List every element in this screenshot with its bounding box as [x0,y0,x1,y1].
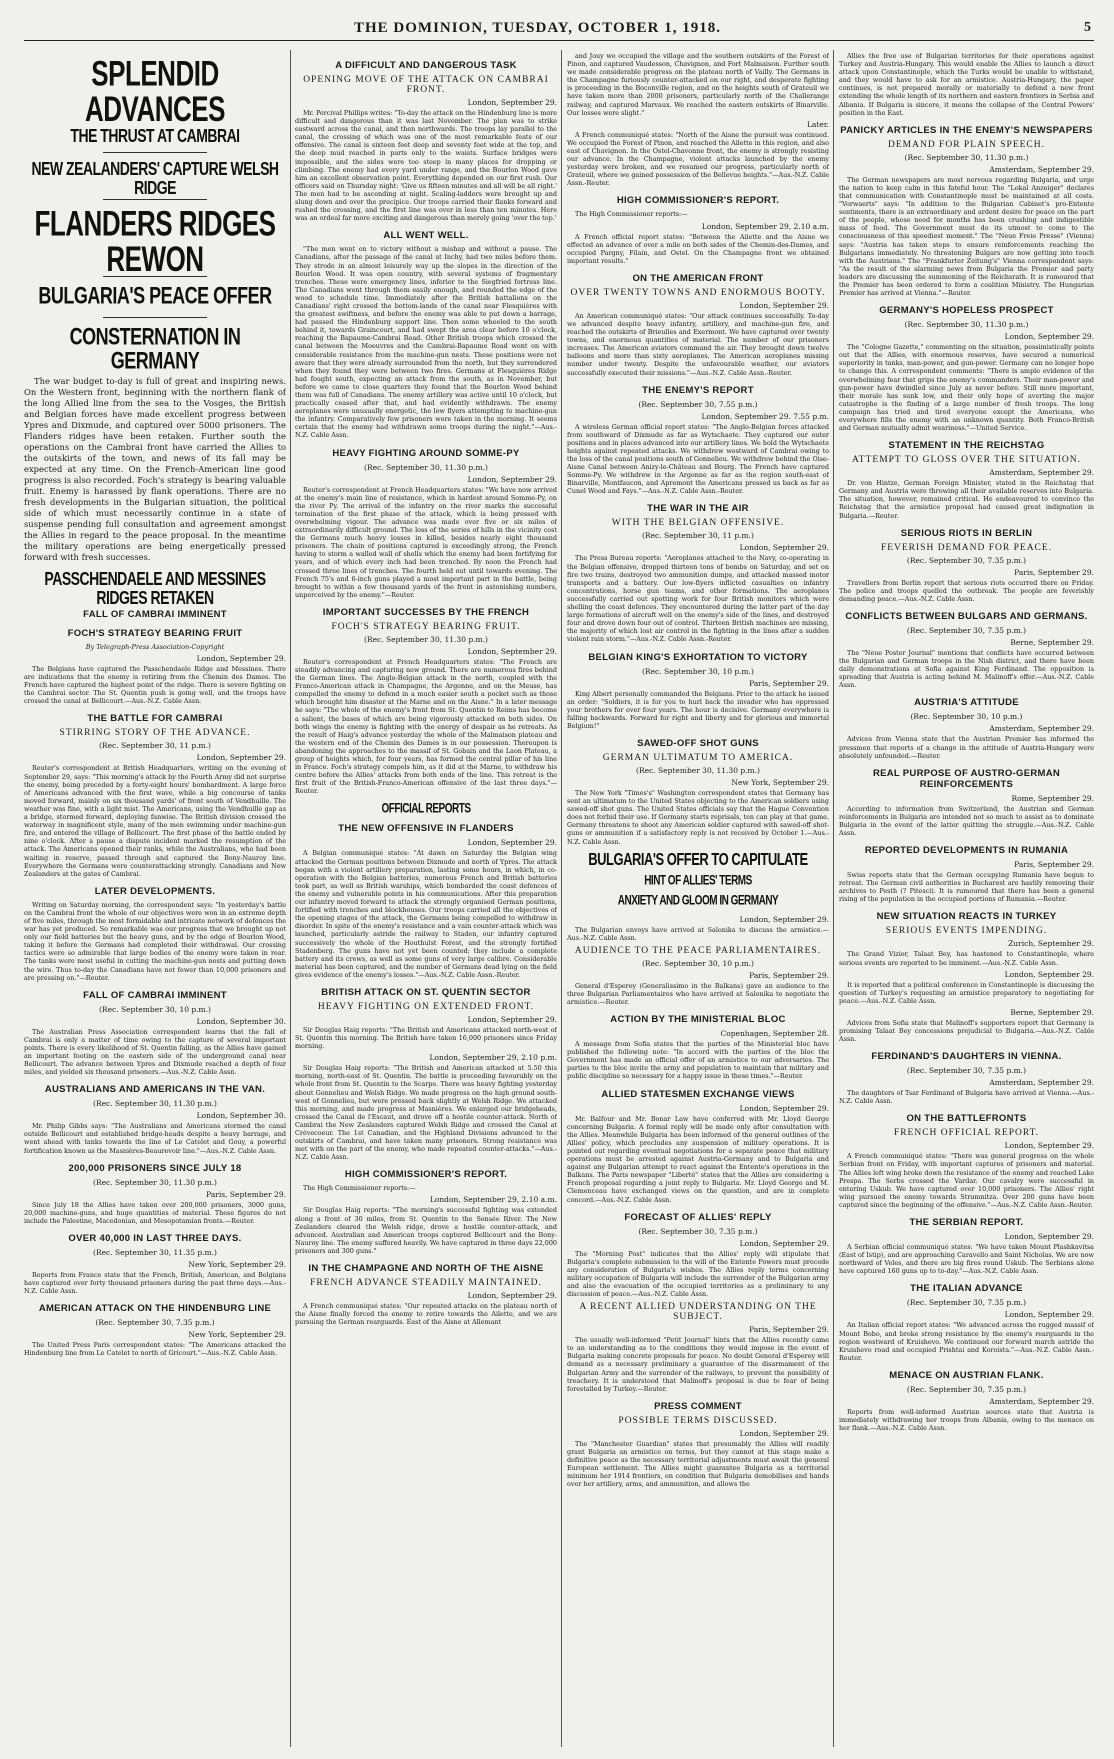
dateline: London, September 29. [196,753,286,763]
received-time: (Rec. September 30, 10 p.m.) [99,1004,211,1014]
column-2 [295,52,557,1747]
subheading: ATTEMPT TO GLOSS OVER THE SITUATION. [851,455,1081,466]
received-time: (Rec. September 30, 11.30 p.m.) [904,320,1029,330]
article-text: Mr. Percival Phillips writes: "To-day the attack on the Hindenburg line is more difficult and dangerous than it was last November. The plan was to strike eastward across the canal, and then northwards. The troops lay parallel to the canal, the crossing of which was one of the most remarkable feats of our offensive. The canal is sixteen feet deep and seventy feet wide at the top, and the deep mud reached in parts only to the waists. Surface bridges were impossible, and the sides were too steep in many places for dropping or climbing. The enemy had every yard under range, and the Bourlon Wood gave him an excellent observation point. Everything depended on our first rush. Our officers said on Thursday night: 'Give us fifteen minutes and all will be all right.' The men had to be ascending at night. Scaling-ladders were brought up and slung down and over the precipice. Our troops carried their flanks forward and rushed the crossing, and the first line was over in less than ten minutes. Here was an ordeal far more exciting and dangerous than merely going 'over the top.' [295,109,557,223]
subheading: OVER TWENTY TOWNS AND ENORMOUS BOOTY. [570,287,826,298]
subheading: STATEMENT IN THE REICHSTAG [888,440,1045,452]
article-text: The High Commissioner reports:— [303,1184,416,1193]
column-4 [839,52,1094,1747]
received-time: (Rec. September 30, 11.30 p.m.) [93,1177,217,1187]
received-time: (Rec. September 30, 7.35 p.m.) [906,625,1027,635]
received-time: (Rec. September 30, 7.35 p.m.) [906,1384,1027,1394]
dateline: London, September 29. 7.55 p.m. [701,411,829,421]
subheading: OPENING MOVE OF THE ATTACK ON CAMBRAI FRONT. [303,75,549,95]
subheading: ON THE AMERICAN FRONT [632,272,764,284]
subheading: PRESS COMMENT [654,1400,742,1412]
article-text: Mr. Philip Gibbs says: "The Australians and Americans stormed the canal outside Bellicourt and established bridge-heads despite a heavy barrage, and went ahead with tanks towards the line of Le Catelet and Gouy, a powerful fortification known as the Masnières-Beaurevoir line."—Aus.-N.Z. Cable Assn. [24,1122,286,1155]
subheading: FEVERISH DEMAND FOR PEACE. [880,542,1053,553]
received-time: (Rec. September 30, 7.35 p.m.) [95,1318,215,1328]
headline-deck: THE THRUST AT CAMBRAI [70,124,240,147]
dateline: London, September 29. [467,474,557,484]
article-text: The Press Bureau reports: "Aeroplanes attached to the Navy, co-operating in the Belgian offensive, dropped thirteen tons of bombs on Saturday, and set on fire two trains, destroyed two ammunition dumps, and attacked massed motor transports and a battery. Our low-flyers inflicted casualties on infantry concentrations, horse gun teams, and other formations. The aeroplanes successfully carried out spotting work for four British monitors which were shelling the coast defences. They encountered during the latter part of the day large formations of aircraft well on the enemy's side of the lines, and destroyed four and drove down four out of control. Thirteen British machines are missing, the majority of which lost air control in the fighting in the lines after a sudden violent rain storm."—Aus.-N.Z. Cable Assn.-Reuter. [567,554,829,644]
article-text: A Serbian official communiqué states: "We have taken Mount Plashkavitsa (East of Istip), and are approaching Caravello and Saint Nicholas. We are now northward of Veles, and there are big fires round Uskub. The Serbians alone have captured 160 guns up to to-day."—Aus.-N.Z. Cable Assn. [839,1243,1094,1276]
article-text: and Jouy we occupied the village and the southern outskirts of the Forest of Pinon, and captured Vaudesson, Chavignon, and Fort Malmaison. Further south we made considerable progress on the plateau north of Vailly. The Germans in the Champagne furiously counter-attacked on our right, and desperate fighting is proceeding in the Boconville region, and on the heights south of Grateuil we have taken more than 2000 prisoners, particularly north of the Challerange railway, and captured Marvaux. We reached the eastern outskirts of Binarville. Our losses were slight." [567,52,829,117]
dateline: London, September 29. [467,646,557,656]
article-text: Mr. Balfour and Mr. Bonar Law have conferred with Mr. Lloyd George concerning Bulgaria. A formal reply will be made only after consultation with the Allies. Meanwhile Bulgaria has been informed of the general outlines of the Allies' policy, which precludes any suspension of military operations. It is pointed out regarding eventual negotiations for a separate peace that military operations must be arrested against Austria-Germany and to Bulgaria and against any Bulgarian attempt to react against the Entente's operations in the Balkans. The Paris newspaper "Liberté" states that the Allies are considering a French proposal regarding a joint reply to Bulgaria. Mr. Lloyd George and M. Clemenceau have exchanged views on the question, and are in complete concord.—Aus.-N.Z. Cable Assn. [567,1114,829,1204]
dateline: Paris, September 29. [749,1325,829,1335]
article-text: General d'Esperey (Generalissimo in the Balkans) gave an audience to the three Bulgarian Parliamentaires who have arrived at Salonika to negotiate the armistice.—Reuter. [567,981,829,1006]
dateline: New York, September 29. [188,1330,286,1340]
column-1 [24,52,286,1747]
subheading: HIGH COMMISSIONER'S REPORT. [616,195,780,207]
received-time: (Rec. September 30, 11.30 p.m.) [904,152,1029,162]
article-text: Advices from Vienna state that the Austrian Premier has informed the pressmen that reports of a change in the attitude of Austria-Hungary were absolutely unfounded.—Reuter. [839,735,1094,760]
dateline: Rome, September 29. [1011,793,1094,803]
article-text: Sir Douglas Haig reports: "The British and American attacked at 5.50 this morning, north-east of St. Quentin. The battle is proceeding favourably on the whole front from St. Quentin to the Scarpe. There was heavy fighting yesterday about Gonnelieu and Welsh Ridge. We made progress on the high ground south-west of Gonnelieu, but were pressed back slightly at Welsh Ridge. We attacked this morning, and made progress at Masnières. We enlarged our bridgeheads, crossed the Canal de l'Escaut, and drove off a hostile counter-attack. North of Cambrai the New Zealanders captured Welsh Ridge and crossed the Canal at Crèvecoeur. The 1st Canadian, and the Highland Divisions advanced to the outskirts of Cambrai, and have taken many prisoners. Strong resistance was met with on the part of the enemy, who made repeated counter-attacks."—Aus.-N.Z. Cable Assn. [295,1064,557,1162]
headline-deck: BULGARIA'S PEACE OFFER [38,281,272,309]
subheading: THE WAR IN THE AIR [647,503,749,515]
lead-paragraph: The war budget to-day is full of great and inspiring news. On the Western front, beginning with the northern flank of the long Allied line from the sea to the Vosges, the British and Belgian forces have made excellent progress between Ypres and Dixmude, and captured over 5000 prisoners. The Flanders ridges have been retaken. Further south the operations on the Cambrai front have carried the Allies to the outskirts of the town, and news of its fall may be expected at any time. On the French-American line good progress is also recorded. Foch's strategy is bearing valuable fruit. Enemy is harassed by flank operations. There are no fresh developments in the Bulgarian situation, the political side of which must necessarily continue in a state of suspense pending full consultation and agreement amongst the Allies in regard to the peace proposal. In the meantime the military operations are being energetically pressed forward with fresh successes. [24,376,286,562]
subheading: REPORTED DEVELOPMENTS IN RUMANIA [864,845,1069,857]
subheading: FORECAST OF ALLIES' REPLY [624,1211,772,1223]
article-text: A French communiqué states: "There was general progress on the whole Serbian front on Friday, with important captures of prisoners and material. The Allies left wing broke down the resistance of the enemy and reached Lake Prespa. The Serbs crossed the Vardar. Our cavalry were successful in entering Uskub. We have captured over 10,000 prisoners. The Allies' right wing pursued the enemy towards Strumnitza. Over 200 guns have been captured since the beginning of the offensive."—Aus.-N.Z. Cable Assn.-Reuter. [839,1152,1094,1209]
subheading: LATER DEVELOPMENTS. [94,885,216,897]
dateline: London, September 29. [467,98,557,107]
column-rule [561,50,562,1747]
dateline: London, September 29. [739,1428,829,1438]
dateline: Paris, September 29. [749,970,829,980]
subheading: FRENCH OFFICIAL REPORT. [893,1128,1040,1139]
section-headline: OFFICIAL REPORTS [381,802,471,817]
received-time: (Rec. September 30, 11.30 p.m.) [364,634,488,644]
main-headline: SPLENDID ADVANCES [85,53,225,129]
newspaper-title: THE DOMINION, TUESDAY, OCTOBER 1, 1918. [354,20,721,36]
received-time: (Rec. September 30, 10 p.m.) [910,712,1023,722]
article-text: The United Press Paris correspondent states: "The Americans attacked the Hindenburg line from Le Catelet to north of Gricourt."—Aus.-N.Z. Cable Assn. [24,1341,286,1358]
article-text: The Australian Press Association correspondent learns that the fall of Cambrai is only a matter of time owing to the capture of several important points. There is every likelihood of St. Quentin falling, as the Allies have gained an important footing on the eastern side of the underground canal near Bellicourt. The advance between Ypres and Dixmude reached a depth of four miles, and yielded six thousand prisoners.—Aus.-N.Z. Cable Assn. [24,1027,286,1077]
dateline: Berne, September 29. [1010,637,1094,647]
subheading: THE BATTLE FOR CAMBRAI [87,713,223,725]
headline-deck: NEW ZEALANDERS' CAPTURE WELSH RIDGE [31,157,279,199]
dateline: London, September 30. [196,1016,286,1026]
subheading: MENACE ON AUSTRIAN FLANK. [889,1369,1044,1381]
column-rule [290,50,291,1747]
subheading: NEW SITUATION REACTS IN TURKEY [876,911,1057,923]
subheading: ALLIED STATESMEN EXCHANGE VIEWS [601,1088,795,1100]
subheading: FRENCH ADVANCE STEADILY MAINTAINED. [310,1278,542,1289]
article-text: The daughters of Tsar Ferdinand of Bulgaria have arrived at Vienna.—Aus.-N.Z. Cable Assn. [839,1089,1094,1106]
subheading: POSSIBLE TERMS DISCUSSED. [618,1415,778,1426]
article-text: Advices from Sofia state that Malinoff's supporters report that Germany is promising Talaat Bey concessions prejudicial to Bulgaria.—Aus.-N.Z. Cable Assn. [839,1018,1094,1044]
dateline: London, September 29. [196,654,286,663]
dateline: London, September 29, 2.10 a.m. [429,1195,557,1205]
subheading: GERMANY'S HOPELESS PROSPECT [879,305,1054,317]
received-time: (Rec. September 30, 11.30 p.m.) [364,462,488,472]
article-text: The "Cologne Gazette," commenting on the situation, pessimistically points out that the Allies, with enormous reserves, have secured a numerical superiority in tanks, man-power, and gun-power. Germany can no longer hope to change this. A correspondent comments: "There is ample evidence of the overwhelming fear that grips the enemy's commanders. Their man-power and gun-power have dwindled since July as never before. Still more important, their morale has sunk low, and their only hope of averting the major catastrophe is the finding of a large number of fresh troops. The long campaign has tried and tired everyone except the Americans, who everywhere fills the enemy with an unknown quantity. Both Franco-British and German mutually admit weariness."—United Service. [839,343,1094,433]
subheading: THE SERBIAN REPORT. [909,1217,1024,1229]
subheading: DEMAND FOR PLAIN SPEECH. [887,139,1045,150]
article-text: Since July 18 the Allies have taken over 200,000 prisoners, 3000 guns, 20,000 machine-guns, and huge quantities of material. These figures do not include the Palestine, Macedonian, and Mesopotamian fronts.—Reuter. [24,1200,286,1225]
divider [103,199,208,200]
dateline: London, September 29. [739,300,829,310]
subheading: FALL OF CAMBRAI IMMINENT [83,989,227,1001]
dateline: London, September 29. [1004,1232,1094,1242]
dateline: Paris, September 29. [1014,567,1094,577]
dateline: New York, September 29. [731,777,829,787]
received-time: (Rec. September 30, 7.55 p.m.) [638,399,758,409]
dateline: London, September 29. [1004,1141,1094,1151]
subheading: REAL PURPOSE OF AUSTRO-GERMAN REINFORCEMENTS [872,767,1061,790]
article-text: Allies the free use of Bulgarian territories for their operations against Turkey and Austria-Hungary. This would enable the Allies to launch a direct attack upon Constantinople, which the Turks would be unable to withstand, and they would have to ask for an armistice. Austria-Hungary, the paper continues, is not prepared morally or materially to defend a new front extending the whole length of its northern and eastern frontiers in Serbia and Albania. If Bulgaria is sincere, it means the collapse of the Central Powers' position in the East. [839,52,1094,117]
page-number: 5 [1084,20,1092,35]
article-text: Reuter's correspondent at French Headquarters states: "We have now arrived at the enemy's main line of resistance, which in hardest around Somme-Py, on the river Py. The arrival of the infantry on the river marks the successful termination of the first phase of the attack, which is being pressed with overwhelming vigour. The advance was made over five or six miles of extraordinarily difficult ground. The loss of the series of hills in the vicinity cost the Germans much heavy losses in killed, besides nearly eight thousand prisoners. The chain of positions captured is exceedingly strong, the French having to storm a walled wall of shells which the enemy had been fortifying for years, and of which every inch had been trenched. By noon the French had crossed three lines of trenches. The fourth held out until towards evening. The French 75's and 6-inch guns played a most important part in the battle, being brought to within a few thousand yards of the front in astonishing numbers, unperceived by the enemy."—Reuter. [295,485,557,599]
article-text: A wireless German official report states: "The Anglo-Belgian forces attacked from southward of Dixmude as far as Wytschaete. They captured our outer positions and in places advanced into our artillery lines. We hold the Wytschaete heights against repeated attacks. We withdrew westward of Cambrai owing to the loss of the canal positions south of Gonnelieu. We withdrew behind the Oise-Aisne Canal between Anizy-le-Château and Bourg. The French have captured Somme-Py. We withdrew in the Argonne as far as the region south-east of Binarville, Montfaucon, and Apremont the Americans pressed us back as far as Cunel Wood and Fays."—Aus.-N.Z. Cable Assn.-Reuter. [567,422,829,496]
subheading: THE ENEMY'S REPORT [642,384,754,396]
article-text: Travellers from Berlin report that serious riots occurred there on Friday. The police and troops quelled the outbreak. The people are feverishly demanding peace.—Aus.-N.Z. Cable Assn. [839,578,1094,603]
article-text: King Albert personally commanded the Belgians. Prior to the attack he issued an order: "Soldiers, it is for you to hurl back the invader who has oppressed your brothers for over four years. The hour is decisive. Germany everywhere is falling backwards. Forward for right and liberty and for glorious and immortal Belgium!" [567,689,829,730]
masthead [24,22,1094,41]
article-text: The Grand Vizier, Talaat Bey, has hastened to Constantinople, where serious events are reported to be imminent.—Aus.-N.Z. Cable Assn. [839,950,1094,967]
dateline: London, September 29. [467,838,557,848]
subheading: HEAVY FIGHTING ON EXTENDED FRONT. [317,1001,535,1012]
article-text: The usually well-informed "Petit Journal" hints that the Allies recently came to an understanding as to the conditions they would impose in the event of Bulgaria making concrete proposals for peace. No doubt General d'Esperey will demand as a necessary preliminary a guarantee of the disarmament of the Bulgarian Army and the surrender of the railways, to prevent the possibility of treachery. It is understood that Malinoff's proposal is due to fear of being forestalled by Turkey.—Reuter. [567,1336,829,1393]
subheading: THE ITALIAN ADVANCE [910,1283,1023,1295]
dateline: London, September 29, 2.10 a.m. [701,221,829,231]
dateline: London, September 29. [467,1291,557,1301]
subheading: FOCH'S STRATEGY BEARING FRUIT [67,628,243,639]
headline-deck: HINT OF ALLIES' TERMS [644,873,752,889]
received-time: (Rec. September 30, 11.30 p.m.) [636,765,760,775]
article-text: Dr. von Hintze, German Foreign Minister, stated in the Reichstag that Germany and Austria were throwing all their available reserves into Bulgaria. The situation, however, remained critical. He endeavoured to convince the Reichstag that the armistice proposal had caused great indignation in Bulgaria.—Reuter. [839,479,1094,520]
subheading: BELGIAN KING'S EXHORTATION TO VICTORY [588,651,808,663]
article-text: An Italian official report states: "We advanced across the rugged massif of Mount Bobo, and broke strong resistance by the enemy's rearguards in the region westward of Kruishevo. We continued our forward march astride the Kruishevo road and occupied Prishtai and Koroista."—Aus.-N.Z. Cable Assn.-Reuter. [839,1321,1094,1362]
subheading: STIRRING STORY OF THE ADVANCE. [59,728,251,739]
dateline: Zurich, September 29. [1008,939,1094,949]
article-text: An American communiqué states: "Our attack continues successfully. To-day we advanced despite heavy infantry, artillery, and machine-gun fire, and reached the outskirts of Brieulles and Exermont. We have captured over twenty towns, and enormous quantities of material. The number of our prisoners increases. The American aviators command the air. They brought down twelve balloons and more than sixty aeroplanes. The American aeroplanes missing number under twenty. Despite the unfavourable weather, our aviators successfully executed their missions."—Aus.-N.Z. Cable Assn.-Reuter. [567,311,829,377]
subheading: ALL WENT WELL. [383,230,469,242]
subheading: FOCH'S STRATEGY BEARING FRUIT. [331,621,521,632]
received-time: (Rec. September 30, 11 p.m.) [642,531,754,541]
received-time: (Rec. September 30, 7.35 p.m.) [906,555,1027,565]
headline-deck: CONSTERNATION IN GERMANY [69,322,241,374]
article-text: A French communiqué states: "Our repeated attacks on the plateau north of the Aisne finally forced the enemy to retire towards the Ailette, and we are pursuing the German rearguards. East of the Aisne at Allemant [295,1302,557,1327]
subheading: BRITISH ATTACK ON ST. QUENTIN SECTOR [321,986,531,998]
subheading: A RECENT ALLIED UNDERSTANDING ON THE SUBJECT. [579,1302,817,1323]
received-time: (Rec. September 30, 11 p.m.) [99,741,211,751]
subheading: FERDINAND'S DAUGHTERS IN VIENNA. [871,1051,1062,1063]
dateline: London, September 30. [196,1111,286,1121]
dateline: London, September 29. [739,543,829,553]
subheading: SERIOUS EVENTS IMPENDING. [885,926,1048,937]
dateline: Copenhagen, September 28. [720,1029,829,1039]
headline: BULGARIA'S OFFER TO CAPITULATE [588,848,808,869]
dateline: London, September 29. [1004,332,1094,342]
article-text: Swiss reports state that the German occupying Rumania have begun to retreat. The German civil authorities in Bucharest are hastily removing their archives to Pesth (? Pitesci). It is rumoured that there has been a general rising of the population in the occupied portions of Rumania.—Reuter. [839,871,1094,904]
column-rule [833,50,834,1747]
article-text: It is reported that a political conference in Constantinople is discussing the question of Turkey's requesting an armistice preparatory to negotiating for peace.—Aus.-N.Z. Cable Assn. [839,980,1094,1005]
dateline: London, September 29. [1004,969,1094,979]
article-text: Sir Douglas Haig reports: "The morning's successful fighting was extended along a front of 30 miles, from St. Quentin to the Sensée River. The New Zealanders cleared the Welsh ridge, drove a hostile counter-attack, and advanced. Australian and American troops captured Bellicourt and the Bony-Nauroy line. The enemy suffered heavily. We have captured in three days 22,000 prisoners and 300 guns." [295,1206,557,1255]
subheading: CONFLICTS BETWEEN BULGARS AND GERMANS. [845,610,1088,622]
subheading: OVER 40,000 IN LAST THREE DAYS. [68,1232,242,1244]
subheading: THE NEW OFFENSIVE IN FLANDERS [338,823,514,835]
article-text: "The men went on to victory without a mishap and without a pause. The Canadians, after the passage of the canal at Inchy, had two miles before them. They strode in an almost leisurely way up the slopes in the direction of the Bourlon Wood. It was open country, with several systems of fragmentary trenches. These were emergency lines, inferior to the Siegfried fortress line. The Canadians went through them easily enough, and rounded the edge of the wood to schedule time. Immediately after the British battalions on the Canadians' right crossed the bottom-lands of the canal near Flesquières with the greatest swiftness, and before the enemy was able to put down a barrage, had passed the Hindenburg support line. Then some wheeled to the south behind it, towards Graincourt, and had swept the area clear before 10 o'clock, reaching the Bapaume-Cambrai Road. Other British troops which crossed the canal between the Moeuvres and the Cambrai-Bapaume Road went on with considerable resistance from the machine-gun nests. These positions were not aware that they were already surrounded from the north, but they surrendered when they found they were between two fires. Germans at Flesquières Ridge had fought south, expecting an attack from the south, as in November, but before we came to close quarters they found that the Bourlon Wood behind them was full of Canadians. The enemy artillery was active until 10 o'clock, but practically ceased after that, and had evidently withdrawn. The enemy aeroplanes were unusually energetic, the low flyers attempting to machine-gun the infantry. Comparatively few prisoners were taken in the morning. It seems certain that the enemy had withdrawn some troops during the night."—Aus.-N.Z. Cable Assn. [295,245,557,440]
subheading: ON THE BATTLEFRONTS [906,1113,1027,1125]
dateline: London, September 29. [1004,1310,1094,1320]
dateline: Paris, September 29. [749,678,829,688]
column-3 [567,52,829,1747]
subheading: HEAVY FIGHTING AROUND SOMME-PY [332,447,520,459]
received-time: (Rec. September 30, 11.35 p.m.) [93,1247,217,1257]
subheading: WITH THE BELGIAN OFFENSIVE. [611,518,785,529]
dateline: London, September 29. [739,914,829,924]
dateline: Later. [806,119,829,129]
subheading: SERIOUS RIOTS IN BERLIN [900,527,1033,539]
subheading: IMPORTANT SUCCESSES BY THE FRENCH [322,606,530,618]
article-text: A message from Sofia states that the parties of the Ministerial bloc have published the following note: "In accord with the parties of the bloc the Government has made an official offer of an armistice to our adversaries. The parties to the bloc invite the army and population to maintain that military and public discipline so necessary for a happy issue in these times."—Reuter. [567,1040,829,1081]
article-text: Reuter's correspondent at French Headquarters states: "The French are steadily advancing and capturing new ground. There are numerous fires behind the German lines. The Anglo-Belgian attack in the north, coupled with the Franco-American attack in Champagne, the Argonne, and on the Meuse, has compelled the enemy to defend in a much easier south a pocket such as those which brought him disaster at the Marne and on the Aisne." In a later message he says: "The whole of the enemy's front from St. Quentin to Reims has become a salient, the bases of which are being vigorously attacked on both sides. On both wings the enemy is fighting with the energy of despair as he retreats. As the result of Haig's advance yesterday the whole of the Malmaison plateau and the western end of the Chemin des Dames is in our possession. Thereupon is abandoning the approaches to the massif of St. Gobain and the Laon Plateau, a group of heights which, for four years, has formed the central pillar of his line in France. Foch's strategy compels him, as it did at the Marne, to withdraw his centre before the Allies' attacks from both ends of the line. This retreat is the first fruit of the British-Franco-American offensive of the last three days."—Reuter. [295,657,557,796]
dateline: London, September 29, 2.10 p.m. [429,1053,557,1063]
article-text: Writing on Saturday morning, the correspondent says: "In yesterday's battle on the Cambrai front the whole of our objectives were won in an extreme depth of five miles, through the most formidable and intricate network of defences the war has yet produced. So remarkable was our progress that we brought up not only our field batteries but the heavy guns, and by the edge of Bourlon Wood, taking it before the Germans had completed their withdrawal. Our crossing tactics were so admirable that large bodies of the enemy were taken in rear. The tanks were most useful in cutting the machine-gun nests and putting down the wire. Thus to-day the Canadians have not fewer than 10,000 prisoners and are pressing on."—Reuter. [24,900,286,982]
article-text: A Belgian communiqué states: "At dawn on Saturday the Belgian wing attacked the German positions between Dixmude and north of Ypres. The attack began with a violent artillery preparation, lasting some hours, in which, in co-operation with the Belgian batteries, numerous French and British batteries took part, as well as British warships, which bombarded the coast defences of the enemy and vulnerable points in his communications. After this preparation our infantry moved forward to attack the strongly organised German positions, fortified with trenches and blockhouses. Our troops carried all the objectives of the opening stages of the attack, the Germans being compelled to withdraw in disorder. In spite of the enemy's resistance and a vain counter-attack which was launched, particularly astride the railway to Staden, our infantry captured successively the whole of the Houthulst Forest, and the strongly fortified Stadenberg. The guns have not yet been counted; they include a complete battery and its crews, as well as some guns of very large calibre. Considerable material has been captured, and the number of Germans dead lying on the field gives evidence of the enemy's losses."—Aus.-N.Z. Cable Assn.-Reuter. [295,849,557,979]
subheading: A DIFFICULT AND DANGEROUS TASK [335,60,517,71]
dateline: Amsterdam, September 29. [989,724,1094,734]
article-text: A French communiqué states: "North of the Aisne the pursuit was continued. We occupied the Forest of Pinon, and reached the Ailette in this region, and also east of Chavignon. In the Ostel-Chavonne front, the enemy is strongly resisting our advance. In the Champagne, violent attacks launched by the enemy yesterday were broken, and we resumed our progress, particularly north of Grateuil, where we gained possession of the Bellevue heights."—Aus.-N.Z. Cable Assn.-Reuter. [567,130,829,188]
subheading: FALL OF CAMBRAI IMMINENT [83,609,227,620]
subheading: ACTION BY THE MINISTERIAL BLOC [610,1014,786,1026]
headline-deck: ANXIETY AND GLOOM IN GERMANY [617,893,779,909]
subheading: AUSTRALIANS AND AMERICANS IN THE VAN. [44,1084,266,1096]
dateline: London, September 29. [467,1014,557,1024]
article-text: Reports from well-informed Austrian sources state that Austria is immediately withdrawing her troops from Albania, owing to the menace on her flank.—Aus.-N.Z. Cable Assn. [839,1407,1094,1433]
article-text: The German newspapers are most nervous regarding Bulgaria, and urge the nation to keep calm in this fateful hour. The "Lokal Anzeiger" declares that communication with Constantinople must be maintained at all costs. "Vorwaerts" says: "In addition to the Bulgarian Cabinet's pro-Entente sentiments, there is an extraordinary and ardent desire for peace on the part of the people, whose need for months has been crushing and indigestible mass of food. The Government must do its utmost to come to the consciousness of this speediest moment." The "Neue Freie Presse" (Vienna) says: "Austria has taken steps to ensure reinforcements reaching the Bulgarians immediately. No threatening Bulgars are now getting into touch with the Austrians." The "Frankfurter Zeitung's" Vienna correspondent says: "As the result of the alarming news from Bulgaria the Premier and party leaders are discussing the summoning of the Reichsrath. It is rumoured that the Premier has been ordered to form a coalition Ministry. The Hungarian Premier has arrived at Vienna."—Reuter. [839,175,1094,298]
article-text: Sir Douglas Haig reports: "The British and Americans attacked north-west of St. Quentin this morning. The British have taken 16,000 prisoners since Friday morning. [295,1025,557,1051]
article-text: The High Commissioner reports:— [575,210,688,219]
subheading: 200,000 PRISONERS SINCE JULY 18 [68,1162,242,1174]
dateline: Paris, September 29. [1014,860,1094,870]
divider [103,152,208,153]
byline: By Telegraph-Press Association-Copyright [85,643,225,651]
subheading: HIGH COMMISSIONER'S REPORT. [344,1169,508,1181]
headline: PASSCHENDAELE AND MESSINES RIDGES RETAKEN [44,567,266,609]
received-time: (Rec. September 30, 10 p.m.) [642,958,754,968]
dateline: London, September 29. [739,1238,829,1248]
subheading: PANICKY ARTICLES IN THE ENEMY'S NEWSPAPERS [840,124,1093,136]
dateline: Amsterdam, September 29. [989,1396,1094,1406]
received-time: (Rec. September 30, 7.35 p.m.) [906,1298,1027,1308]
dateline: London, September 29. [739,1103,829,1113]
article-text: The New York "Times's" Washington correspondent states that Germany has sent an ultimatum to the United States objecting to the American soldiers using sawed-off shot guns. The United States officials say that the Hague Convention does not forbid their use. If Germany starts reprisals, ten can play at that game. Germany threatens to shoot any American soldier captured with sawed-off shot-guns or ammunition if a satisfactory reply is not received by October 1.—Aus.-N.Z. Cable Assn. [567,788,829,846]
subheading: AMERICAN ATTACK ON THE HINDENBURG LINE [38,1303,272,1315]
dateline: Amsterdam, September 29. [989,1078,1094,1088]
headline-deck: FLANDERS RIDGES REWON [34,203,276,279]
dateline: Berne, September 29. [1010,1007,1094,1017]
divider [103,317,208,318]
received-time: (Rec. September 30, 10 p.m.) [642,666,754,676]
received-time: (Rec. September 30, 7.35 p.m.) [638,1226,758,1236]
subheading: IN THE CHAMPAGNE AND NORTH OF THE AISNE [308,1263,544,1275]
article-text: The "Morning Post" indicates that the Allies' reply will stipulate that Bulgaria's complete submission to the will of the Entente Powers must precede any consideration of Bulgaria's wishes. The Allies reply terms concerning military occupation of Bulgaria will include the surrender of the Bulgarian army and also the evacuation of the occupied territories as a preliminary to any discussion of peace.—Aus.-N.Z. Cable Assn. [567,1249,829,1299]
subheading: AUDIENCE TO THE PEACE PARLIAMENTAIRES. [574,945,822,956]
subheading: GERMAN ULTIMATUM TO AMERICA. [602,752,794,763]
dateline: New York, September 29. [188,1259,286,1269]
article-text: The Bulgarian envoys have arrived at Salonika to discuss the armistice.—Aus.-N.Z. Cable Assn. [567,925,829,942]
article-text: A French official report states: "Between the Ailette and the Aisne we effected an advance of over a mile on both sides of the Chemin-des-Dames, and occupied Pargny, Filain, and Ostel. On the Champagne front we obtained important results." [567,232,829,265]
article-text: The "Neue Poster Journal" mentions that conflicts have occurred between the Bulgarian and German troops in the Nish district, and there have been daily demonstrations at Sofia against King Ferdinand. The opposition is spreading that Austria is acting behind M. Malinoff's offer.—Aus.-N.Z. Cable Assn. [839,648,1094,690]
received-time: (Rec. September 30, 7.35 p.m.) [906,1066,1027,1076]
article-text: The "Manchester Guardian" states that presumably the Allies will readily grant Bulgaria an armistice on terms, but they cannot at this stage make a definitive peace as the necessary territorial adjustments must await the general European settlement. The Allies might guarantee Bulgaria as a territorial minimum her 1914 frontiers, on condition that Bulgaria demobilises and hands over her artillery, arms, and ammunition, and allows the [567,1439,829,1489]
dateline: Amsterdam, September 29. [989,468,1094,478]
dateline: Paris, September 29. [206,1189,286,1199]
article-text: Reports from France state that the French, British, American, and Belgians have captured over forty thousand prisoners during the past three days.—Aus.-N.Z. Cable Assn. [24,1270,286,1296]
subheading: AUSTRIA'S ATTITUDE [914,697,1019,709]
received-time: (Rec. September 30, 11.30 p.m.) [93,1099,217,1109]
article-text: According to information from Switzerland, the Austrian and German reinforcements in Bulgaria are intended not so much to assist as to dominate Bulgaria in the event of the latter quitting the struggle.—Aus.-N.Z. Cable Assn. [839,804,1094,837]
article-text: Reuter's correspondent at British Headquarters, writing on the evening of September 29, says: "This morning's attack by the Fourth Army did not surprise the enemy, being preceded by a forty-eight hours' bombardment. A large force of Americans advanced with the first wave, while a big concourse of tanks moved forward, mainly on six thousand yards' of front south of Vendhuille. The weather was fine, with a light mist. The Americans, using the Vendhuille gap as a bridge, stormed forward, deploying fanwise. The British division crossed the waterway in magnificent style, many of the men swimming under machine-gun fire, and entered the village of Bellicourt. The first phase of the battle ended by nine o'clock. After a pause a dispute incident marked the resumption of the attack. The Americans opened their ranks, while the Australians, who had been waiting in reserve, passed through and captured the Bony-Nauroy line. Everywhere the Germans were counterattacking strongly. Canadians and New Zealanders at the gates of Cambrai. [24,764,286,878]
subheading: SAWED-OFF SHOT GUNS [637,737,759,749]
dateline: Amsterdam, September 29. [989,164,1094,174]
article-text: The Belgians have captured the Passchendaele Ridge and Messines. There are indications that the enemy is retiring from the Chemin des Dames. The French have captured the highest point of the ridge. There is severe fighting on the Cambrai sector. The St. Quentin push is going well, and the troops have crossed the canal at Bellicourt.—Aus.-N.Z. Cable Assn. [24,665,286,706]
